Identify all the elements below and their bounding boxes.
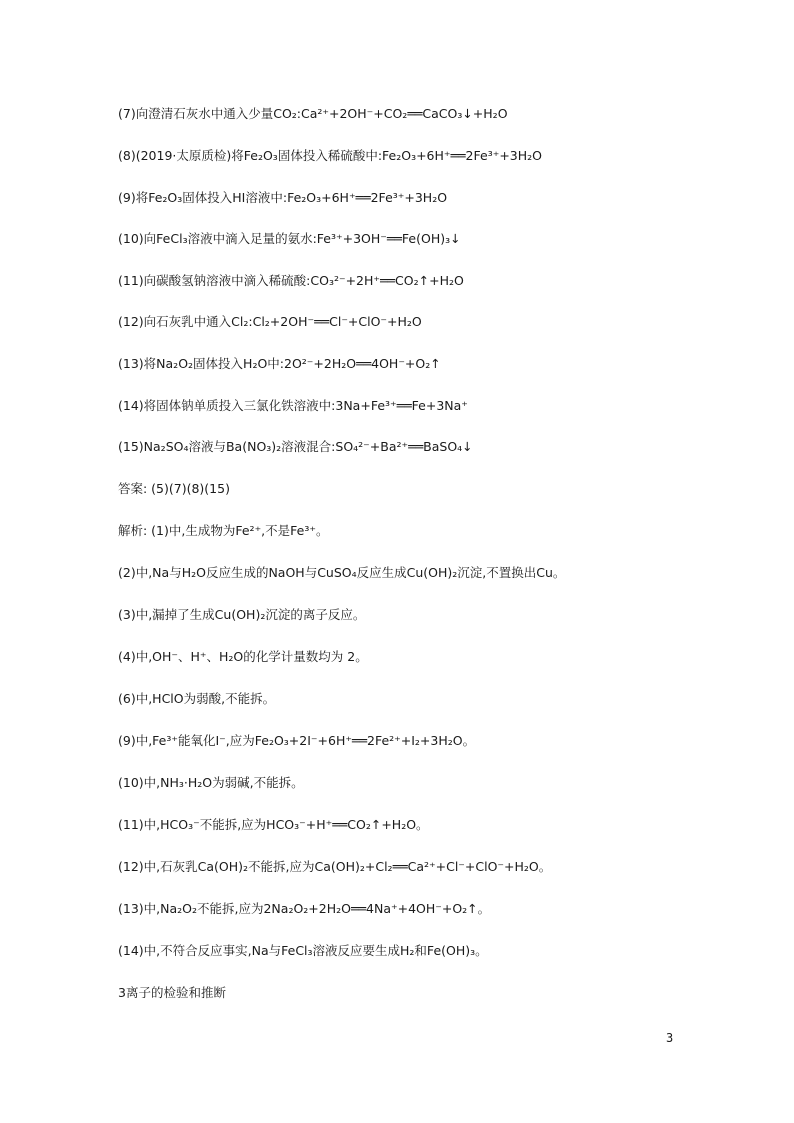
question-number: (12) [118,314,144,329]
analysis-line: (3)中,漏掉了生成Cu(OH)₂沉淀的离子反应。 [118,607,366,622]
page-number: 3 [666,1031,674,1045]
question-number: (14) [118,398,144,413]
answer-line: 答案: (5)(7)(8)(15) [118,481,230,496]
analysis-line: (4)中,OH⁻、H⁺、H₂O的化学计量数均为 2。 [118,649,368,664]
analysis-line: (12)中,石灰乳Ca(OH)₂不能拆,应为Ca(OH)₂+Cl₂══Ca²⁺+Cl⁻+ClO⁻+H₂O。 [118,859,552,874]
analysis-line: (2)中,Na与H₂O反应生成的NaOH与CuSO₄反应生成Cu(OH)₂沉淀,不置换出Cu。 [118,565,566,580]
analysis-line: (6)中,HClO为弱酸,不能拆。 [118,691,276,706]
question-item [118,314,422,330]
section-heading: 3离子的检验和推断 [118,985,226,1000]
question-text: Na₂SO₄溶液与Ba(NO₃)₂溶液混合:SO₄²⁻+Ba²⁺══BaSO₄↓ [143,439,473,454]
question-text: 将固体钠单质投入三氯化铁溶液中:3Na+Fe³⁺══Fe+3Na⁺ [143,398,468,413]
question-item [118,273,464,289]
question-number: (9) [118,190,136,205]
question-number: (15) [118,439,144,454]
question-item [118,190,447,206]
question-item [118,231,461,247]
analysis-line: (13)中,Na₂O₂不能拆,应为2Na₂O₂+2H₂O══4Na⁺+4OH⁻+O₂↑。 [118,901,491,916]
question-item [118,398,468,414]
question-number: (8) [118,148,136,163]
question-text: (2019·太原质检)将Fe₂O₃固体投入稀硫酸中:Fe₂O₃+6H⁺══2Fe³⁺+3H₂O [135,148,542,163]
question-number: (13) [118,356,144,371]
question-item [118,356,441,372]
question-text: 向碳酸氢钠溶液中滴入稀硫酸:CO₃²⁻+2H⁺══CO₂↑+H₂O [143,273,464,288]
analysis-line: (14)中,不符合反应事实,Na与FeCl₃溶液反应要生成H₂和Fe(OH)₃。 [118,943,488,958]
question-text: 向石灰乳中通入Cl₂:Cl₂+2OH⁻══Cl⁻+ClO⁻+H₂O [143,314,422,329]
analysis-line: 解析: (1)中,生成物为Fe²⁺,不是Fe³⁺。 [118,523,329,538]
question-item [118,439,473,455]
question-number: (11) [118,273,144,288]
question-text: 向澄清石灰水中通入少量CO₂:Ca²⁺+2OH⁻+CO₂══CaCO₃↓+H₂O [135,106,508,121]
question-number: (10) [118,231,144,246]
question-item [118,106,508,122]
question-item [118,148,542,164]
analysis-line: (11)中,HCO₃⁻不能拆,应为HCO₃⁻+H⁺══CO₂↑+H₂O。 [118,817,429,832]
question-number: (7) [118,106,136,121]
question-text: 将Na₂O₂固体投入H₂O中:2O²⁻+2H₂O══4OH⁻+O₂↑ [143,356,441,371]
analysis-line: (10)中,NH₃·H₂O为弱碱,不能拆。 [118,775,304,790]
question-text: 向FeCl₃溶液中滴入足量的氨水:Fe³⁺+3OH⁻══Fe(OH)₃↓ [143,231,461,246]
question-text: 将Fe₂O₃固体投入HI溶液中:Fe₂O₃+6H⁺══2Fe³⁺+3H₂O [135,190,448,205]
analysis-line: (9)中,Fe³⁺能氧化I⁻,应为Fe₂O₃+2I⁻+6H⁺══2Fe²⁺+I₂+3H₂O。 [118,733,476,748]
